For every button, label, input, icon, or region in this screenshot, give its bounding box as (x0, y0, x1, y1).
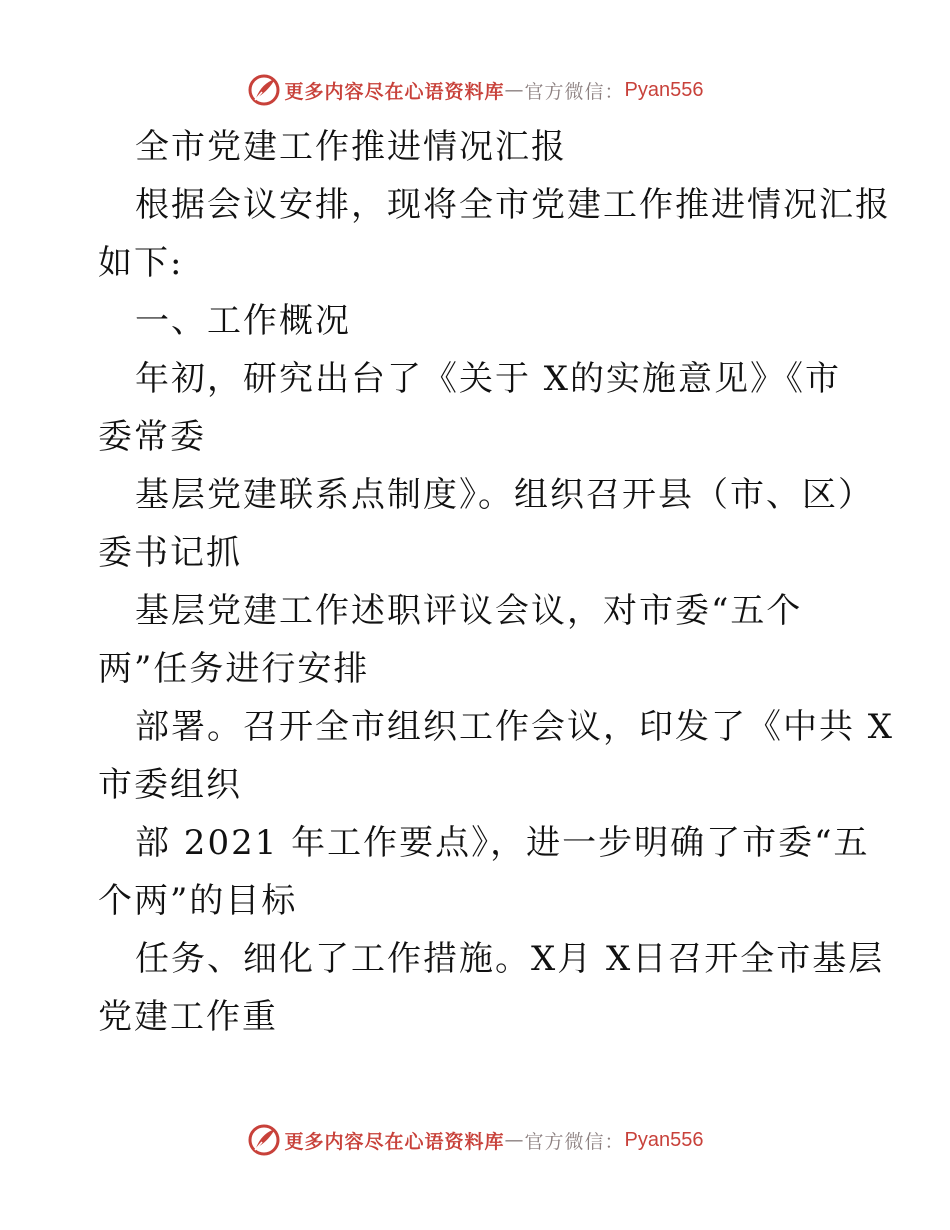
text-line: 两”任务进行安排 (98, 649, 370, 689)
document-body (98, 118, 895, 1046)
text-line: 个两”的目标 (98, 881, 298, 921)
text-line: 部 2021 年工作要点》，进一步明确了市委“五 (135, 823, 870, 863)
text-line: 委常委 (98, 417, 206, 457)
watermark-brand: 更多内容尽在心语资料库 (284, 80, 505, 103)
feather-pen-logo-icon (247, 1123, 281, 1157)
text-line: 全市党建工作推进情况汇报 (135, 127, 567, 167)
header-watermark (0, 70, 950, 110)
watermark-wechat-id: Pyan556 (624, 78, 704, 101)
watermark-wechat-label: 官方微信： (524, 80, 625, 103)
footer-watermark (0, 1120, 950, 1160)
feather-pen-logo-icon (247, 73, 281, 107)
watermark-wechat-id: Pyan556 (624, 1128, 704, 1151)
text-line: 基层党建工作述职评议会议，对市委“五个 (135, 591, 803, 631)
text-line: 任务、细化了工作措施。X月 X日召开全市基层 (135, 939, 885, 979)
text-line: 一、工作概况 (135, 301, 351, 341)
watermark-separator: — (504, 1129, 525, 1151)
text-line: 基层党建联系点制度》。组织召开县（市、区） (135, 475, 874, 515)
watermark-separator: — (504, 79, 525, 101)
text-line: 市委组织 (98, 765, 242, 805)
watermark-brand: 更多内容尽在心语资料库 (284, 1130, 505, 1153)
text-line: 根据会议安排，现将全市党建工作推进情况汇报 (135, 185, 891, 225)
text-line: 年初，研究出台了《关于 X的实施意见》《市 (135, 359, 842, 399)
text-line: 委书记抓 (98, 533, 242, 573)
text-line: 如下: (98, 243, 184, 283)
watermark-wechat-label: 官方微信： (524, 1130, 625, 1153)
text-line: 部署。召开全市组织工作会议，印发了《中共 X (135, 707, 895, 747)
text-line: 党建工作重 (98, 997, 278, 1037)
